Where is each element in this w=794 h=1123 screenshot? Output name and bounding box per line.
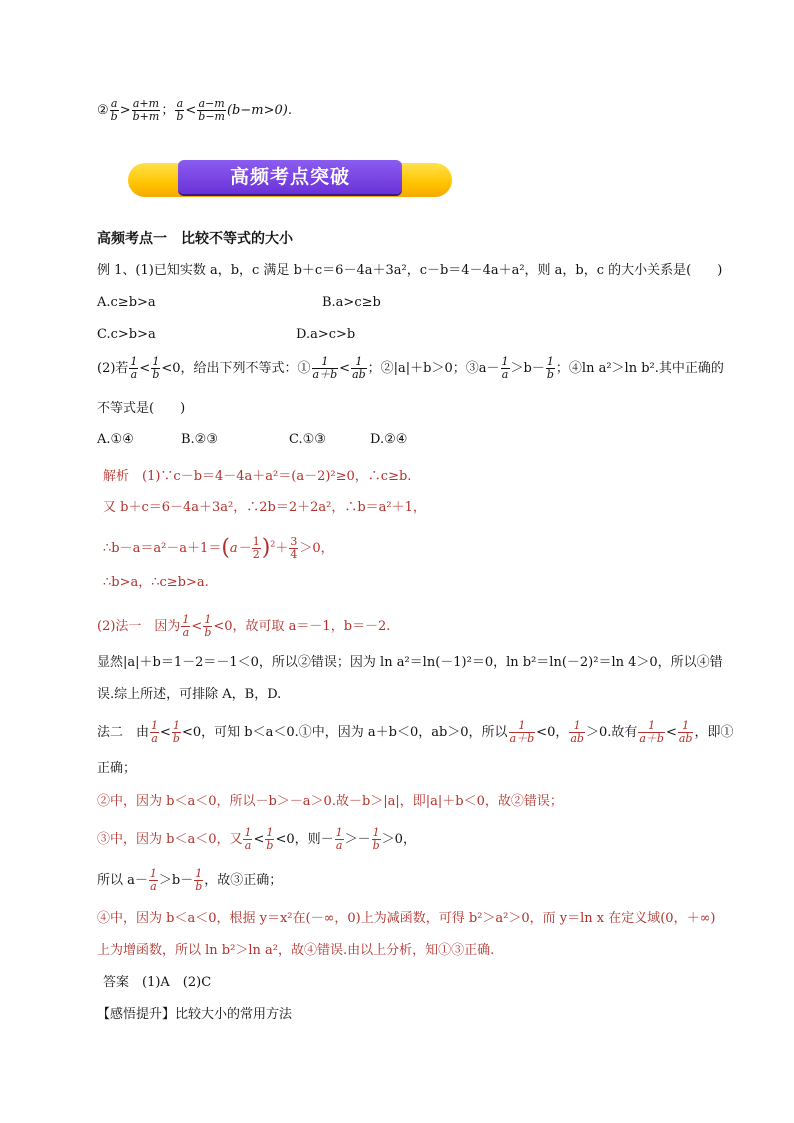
option-a: A.c≥b>a <box>97 295 156 310</box>
top-formula: ② $\frac{a}{b}$ > $\frac{a+m}{b+m}$ ； $\frac{a}{b}$ < $\frac{a-m}{b-m}$ (b−m>0). <box>97 97 292 123</box>
example-q2: (2)若 $\frac{1}{a}$ < $\frac{1}{b}$ <0，给出下列不等式：① $\frac{1}{a+b}$ < $\frac{1}{ab}$ ；②|a|＋b＞0；③a－ $\frac{1}{a}$ ＞b－ $\frac{1}{b}$ ；④ln a²＞ln b².其中正确的 <box>97 355 724 381</box>
solution-line-4: ∴b>a，∴c≥b>a. <box>103 575 209 590</box>
answer: 答案 (1)A (2)C <box>103 975 212 990</box>
example-q1: 例 1、(1)已知实数 a，b，c 满足 b＋c＝6－4a＋3a²，c－b＝4－4a＋a²，则 a，b，c 的大小关系是( ) <box>97 263 723 278</box>
method2-point-3: ③中，因为 b＜a＜0，又 $\frac{1}{a}$ < $\frac{1}{b}$ <0，则－ $\frac{1}{a}$ ＞－ $\frac{1}{b}$ ＞0， <box>97 826 416 852</box>
method1-line-3: 误.综上所述，可排除 A，B，D. <box>97 687 282 702</box>
method2-point-3-conclusion: 所以 a－ $\frac{1}{a}$ ＞b－ $\frac{1}{b}$ ，故③正确； <box>97 867 283 893</box>
circled-2: ② <box>97 103 109 118</box>
q2-option-b: B.②③ <box>181 432 218 447</box>
fraction: $\frac{a}{b}$ <box>110 97 118 123</box>
solution-line-1: 解析 (1)∵c－b＝4－4a＋a²＝(a－2)²≥0，∴c≥b. <box>103 469 412 484</box>
solution-line-3: ∴b－a＝a²－a＋1＝(a－ $\frac{1}{2}$ )$^2$＋ $\frac{3}{4}$ ＞0， <box>103 535 334 561</box>
q2-option-a: A.①④ <box>97 432 134 447</box>
example-q2-line2: 不等式是( ) <box>97 401 186 416</box>
option-d: D.a>c>b <box>296 327 356 342</box>
method1-line-2: 显然|a|＋b＝1－2＝－1＜0，所以②错误；因为 ln a²＝ln(－1)²＝0，ln b²＝ln(－2)²＝ln 4＞0，所以④错 <box>97 655 723 670</box>
option-c: C.c>b>a <box>97 327 156 342</box>
method2-line-1: 法二 由 $\frac{1}{a}$ < $\frac{1}{b}$ <0，可知 b＜a＜0.①中，因为 a＋b＜0，ab＞0，所以 $\frac{1}{a+b}$ <0， $\frac{1}{ab}$ ＞0.故有 $\frac{1}{a+b}$ < $\frac{1}{ab}$ ，即① <box>97 719 734 745</box>
option-b: B.a>c≥b <box>322 295 381 310</box>
section-banner <box>128 160 452 200</box>
fraction: $\frac{a+m}{b+m}$ <box>132 97 160 123</box>
solution-line-2: 又 b＋c＝6－4a＋3a²，∴2b＝2＋2a²，∴b＝a²＋1， <box>103 500 426 515</box>
method2-point-4-line-2: 上为增函数，所以 ln b²＞ln a²，故④错误.由以上分析，知①③正确. <box>97 943 495 958</box>
fraction: $\frac{a}{b}$ <box>176 97 184 123</box>
q2-option-c: C.①③ <box>289 432 326 447</box>
q2-option-d: D.②④ <box>370 432 408 447</box>
insight-heading: 【感悟提升】比较大小的常用方法 <box>97 1007 293 1022</box>
method1-line-1: (2)法一 因为 $\frac{1}{a}$ < $\frac{1}{b}$ <0，故可取 a＝－1，b＝－2. <box>97 613 391 639</box>
method2-line-2: 正确； <box>97 761 137 776</box>
fraction: $\frac{a-m}{b-m}$ <box>198 97 225 123</box>
section-title: 高频考点一 比较不等式的大小 <box>97 231 293 247</box>
banner-title: 高频考点突破 <box>229 166 350 188</box>
method2-point-2: ②中，因为 b＜a＜0，所以－b＞－a＞0.故－b＞|a|，即|a|＋b＜0，故②错误； <box>97 794 563 809</box>
method2-point-4-line-1: ④中，因为 b＜a＜0，根据 y＝x²在(－∞，0)上为减函数，可得 b²＞a²＞0，而 y＝ln x 在定义域(0，＋∞) <box>97 911 716 926</box>
